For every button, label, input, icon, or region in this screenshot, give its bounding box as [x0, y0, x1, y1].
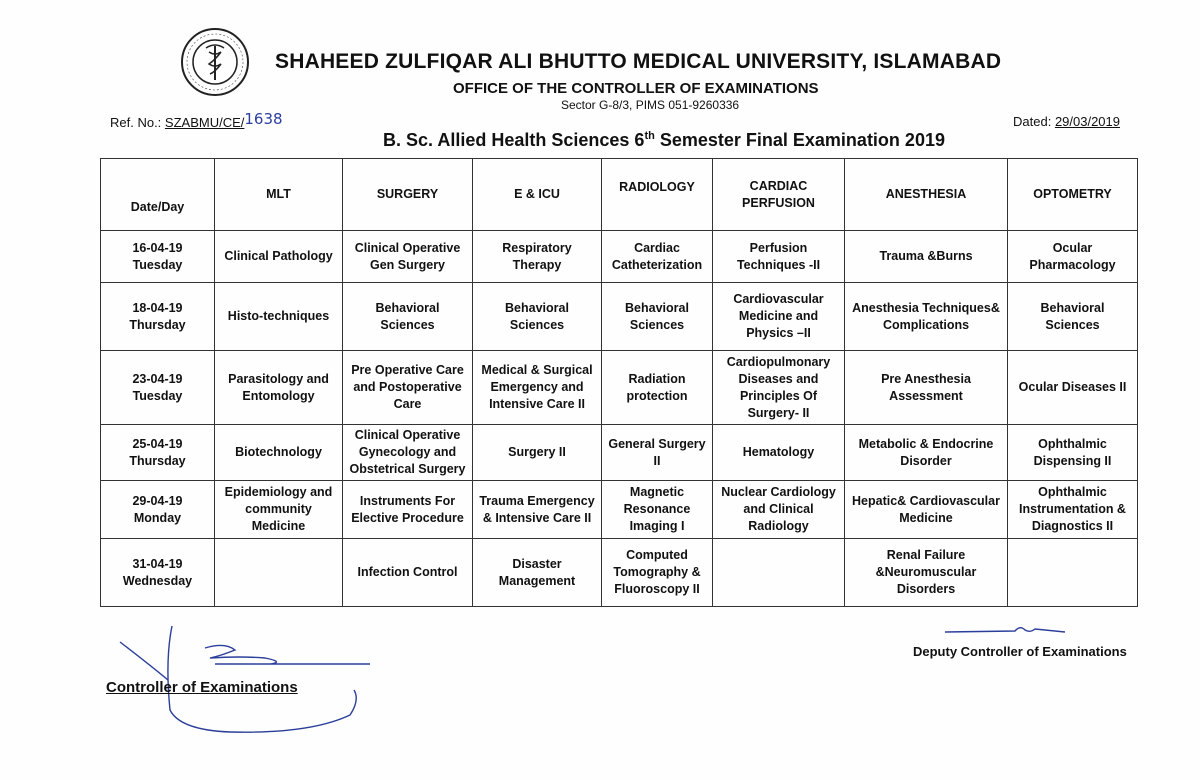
ref-handwritten-number: 1638 — [244, 110, 283, 128]
table-cell — [1008, 539, 1138, 607]
title-pre: B. Sc. Allied Health Sciences 6 — [383, 130, 645, 150]
table-cell: Trauma &Burns — [845, 231, 1008, 283]
header-cardiac-perfusion: CARDIAC PERFUSION — [713, 159, 845, 231]
title-post: Semester Final Examination 2019 — [654, 130, 945, 150]
row-date: 23-04-19 — [132, 371, 183, 386]
table-cell: Anesthesia Techniques& Complications — [845, 283, 1008, 351]
office-name: OFFICE OF THE CONTROLLER OF EXAMINATIONS — [453, 80, 819, 97]
table-cell: Behavioral Sciences — [602, 283, 713, 351]
row-day: Thursday — [129, 317, 186, 332]
row-date: 16-04-19 — [132, 240, 183, 255]
document-title — [383, 130, 945, 151]
date-cell — [101, 283, 215, 351]
table-cell: Metabolic & Endocrine Disorder — [845, 425, 1008, 481]
title-sup: th — [644, 130, 655, 142]
date-cell — [101, 231, 215, 283]
table-row — [101, 231, 1138, 283]
row-day: Tuesday — [132, 388, 183, 403]
office-address: Sector G-8/3, PIMS 051-9260336 — [561, 98, 740, 112]
row-day: Wednesday — [122, 573, 193, 588]
header-mlt: MLT — [215, 159, 343, 231]
table-row — [101, 481, 1138, 539]
table-cell: Pre Anesthesia Assessment — [845, 351, 1008, 425]
ref-label: Ref. No.: — [110, 115, 162, 130]
dated-value: 29/03/2019 — [1054, 114, 1121, 129]
table-cell: Ophthalmic Instrumentation & Diagnostics II — [1008, 481, 1138, 539]
date-cell — [101, 351, 215, 425]
table-cell: Epidemiology and community Medicine — [215, 481, 343, 539]
table-cell: Respiratory Therapy — [473, 231, 602, 283]
ref-value: SZABMU/CE/ — [164, 115, 245, 130]
table-header-row — [101, 159, 1138, 231]
header-surgery: SURGERY — [343, 159, 473, 231]
header-e-icu: E & ICU — [473, 159, 602, 231]
row-date: 31-04-19 — [132, 556, 183, 571]
table-cell: Computed Tomography & Fluoroscopy II — [602, 539, 713, 607]
row-date: 29-04-19 — [132, 493, 183, 508]
table-cell: Clinical Operative Gen Surgery — [343, 231, 473, 283]
controller-of-examinations: Controller of Examinations — [106, 679, 298, 696]
table-cell: Infection Control — [343, 539, 473, 607]
table-cell: Magnetic Resonance Imaging I — [602, 481, 713, 539]
row-date: 25-04-19 — [132, 436, 183, 451]
row-day: Thursday — [129, 453, 186, 468]
table-cell: Behavioral Sciences — [1008, 283, 1138, 351]
table-cell: Ocular Pharmacology — [1008, 231, 1138, 283]
table-cell: Biotechnology — [215, 425, 343, 481]
table-cell: Cardiovascular Medicine and Physics –II — [713, 283, 845, 351]
table-cell: Hematology — [713, 425, 845, 481]
table-cell: Behavioral Sciences — [343, 283, 473, 351]
table-cell: Renal Failure &Neuromuscular Disorders — [845, 539, 1008, 607]
table-cell — [215, 539, 343, 607]
table-cell: Nuclear Cardiology and Clinical Radiology — [713, 481, 845, 539]
header-optometry: OPTOMETRY — [1008, 159, 1138, 231]
table-cell: Hepatic& Cardiovascular Medicine — [845, 481, 1008, 539]
table-cell: General Surgery II — [602, 425, 713, 481]
deputy-controller-of-examinations: Deputy Controller of Examinations — [913, 644, 1127, 659]
header-radiology: RADIOLOGY — [602, 159, 713, 231]
table-cell: Cardiac Catheterization — [602, 231, 713, 283]
table-cell: Ophthalmic Dispensing II — [1008, 425, 1138, 481]
table-cell: Parasitology and Entomology — [215, 351, 343, 425]
reference-number — [110, 110, 283, 131]
table-row — [101, 283, 1138, 351]
date-cell — [101, 539, 215, 607]
row-day: Monday — [133, 510, 182, 525]
table-cell: Surgery II — [473, 425, 602, 481]
table-cell: Disaster Management — [473, 539, 602, 607]
table-row — [101, 425, 1138, 481]
header-date-day: Date/Day — [101, 159, 215, 231]
header-anesthesia: ANESTHESIA — [845, 159, 1008, 231]
table-cell: Behavioral Sciences — [473, 283, 602, 351]
table-cell: Trauma Emergency & Intensive Care II — [473, 481, 602, 539]
table-cell: Perfusion Techniques -II — [713, 231, 845, 283]
table-cell: Ocular Diseases II — [1008, 351, 1138, 425]
row-date: 18-04-19 — [132, 300, 183, 315]
table-cell: Clinical Pathology — [215, 231, 343, 283]
table-cell: Clinical Operative Gynecology and Obstetrical Surgery — [343, 425, 473, 481]
table-row — [101, 351, 1138, 425]
table-cell: Histo-techniques — [215, 283, 343, 351]
date-cell — [101, 481, 215, 539]
deputy-signature — [940, 620, 1070, 640]
university-seal-logo — [180, 24, 250, 100]
exam-schedule-table — [100, 158, 1138, 607]
dated-label: Dated: — [1013, 114, 1052, 129]
university-name: SHAHEED ZULFIQAR ALI BHUTTO MEDICAL UNIVERSITY, ISLAMABAD — [275, 50, 1002, 73]
table-cell — [713, 539, 845, 607]
row-day: Tuesday — [132, 257, 183, 272]
date-line — [1013, 114, 1120, 129]
table-cell: Medical & Surgical Emergency and Intensive Care II — [473, 351, 602, 425]
table-cell: Cardiopulmonary Diseases and Principles Of Surgery- II — [713, 351, 845, 425]
table-cell: Pre Operative Care and Postoperative Care — [343, 351, 473, 425]
table-cell: Radiation protection — [602, 351, 713, 425]
table-row — [101, 539, 1138, 607]
date-cell — [101, 425, 215, 481]
table-cell: Instruments For Elective Procedure — [343, 481, 473, 539]
